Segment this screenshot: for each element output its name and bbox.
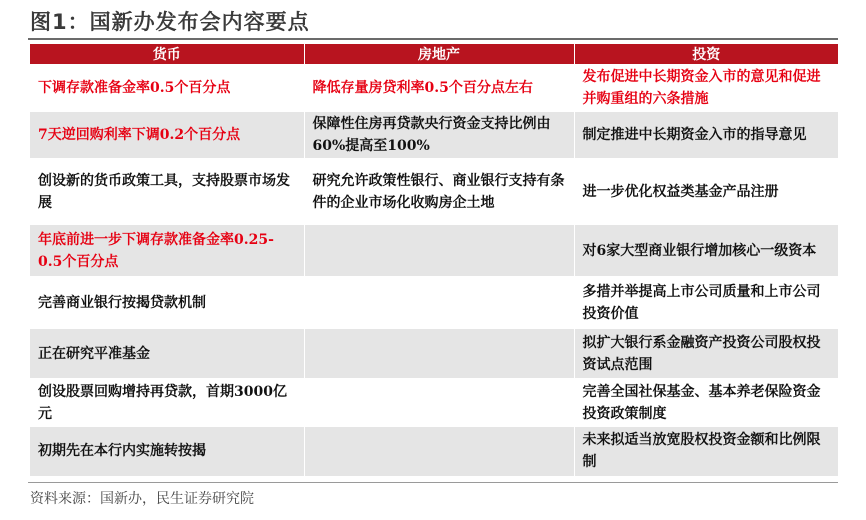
monetary-cell: 正在研究平准基金	[30, 329, 304, 379]
investment-cell: 多措并举提高上市公司质量和上市公司投资价值	[574, 277, 838, 329]
header-monetary: 货币	[30, 44, 304, 65]
monetary-cell: 创设股票回购增持再贷款，首期3000亿元	[30, 379, 304, 427]
real-estate-cell	[304, 277, 574, 329]
investment-cell: 拟扩大银行系金融资产投资公司股权投资试点范围	[574, 329, 838, 379]
table-row	[30, 277, 838, 329]
monetary-cell: 创设新的货币政策工具，支持股票市场发展	[30, 159, 304, 225]
policy-points-table	[30, 44, 838, 476]
monetary-cell: 完善商业银行按揭贷款机制	[30, 277, 304, 329]
investment-cell: 对6家大型商业银行增加核心一级资本	[574, 225, 838, 277]
table-row	[30, 65, 838, 112]
real-estate-cell	[304, 225, 574, 277]
table-row	[30, 225, 838, 277]
source-divider	[28, 482, 838, 483]
real-estate-cell	[304, 427, 574, 476]
real-estate-cell: 降低存量房贷利率0.5个百分点左右	[304, 65, 574, 112]
title-divider	[28, 38, 838, 40]
table-row	[30, 379, 838, 427]
monetary-cell: 年底前进一步下调存款准备金率0.25-0.5个百分点	[30, 225, 304, 277]
monetary-cell: 初期先在本行内实施转按揭	[30, 427, 304, 476]
source-note: 资料来源：国新办，民生证券研究院	[30, 491, 254, 507]
header-investment: 投资	[574, 44, 838, 65]
investment-cell: 发布促进中长期资金入市的意见和促进并购重组的六条措施	[574, 65, 838, 112]
real-estate-cell: 保障性住房再贷款央行资金支持比例由60%提高至100%	[304, 112, 574, 159]
table-row	[30, 329, 838, 379]
monetary-cell: 下调存款准备金率0.5个百分点	[30, 65, 304, 112]
table-row	[30, 112, 838, 159]
real-estate-cell	[304, 379, 574, 427]
table-header-row	[30, 44, 838, 65]
real-estate-cell: 研究允许政策性银行、商业银行支持有条件的企业市场化收购房企土地	[304, 159, 574, 225]
investment-cell: 未来拟适当放宽股权投资金额和比例限制	[574, 427, 838, 476]
investment-cell: 进一步优化权益类基金产品注册	[574, 159, 838, 225]
table-row	[30, 159, 838, 225]
investment-cell: 制定推进中长期资金入市的指导意见	[574, 112, 838, 159]
monetary-cell: 7天逆回购利率下调0.2个百分点	[30, 112, 304, 159]
investment-cell: 完善全国社保基金、基本养老保险资金投资政策制度	[574, 379, 838, 427]
real-estate-cell	[304, 329, 574, 379]
header-real-estate: 房地产	[304, 44, 574, 65]
figure-title: 图1：国新办发布会内容要点	[30, 10, 310, 34]
table-row	[30, 427, 838, 476]
